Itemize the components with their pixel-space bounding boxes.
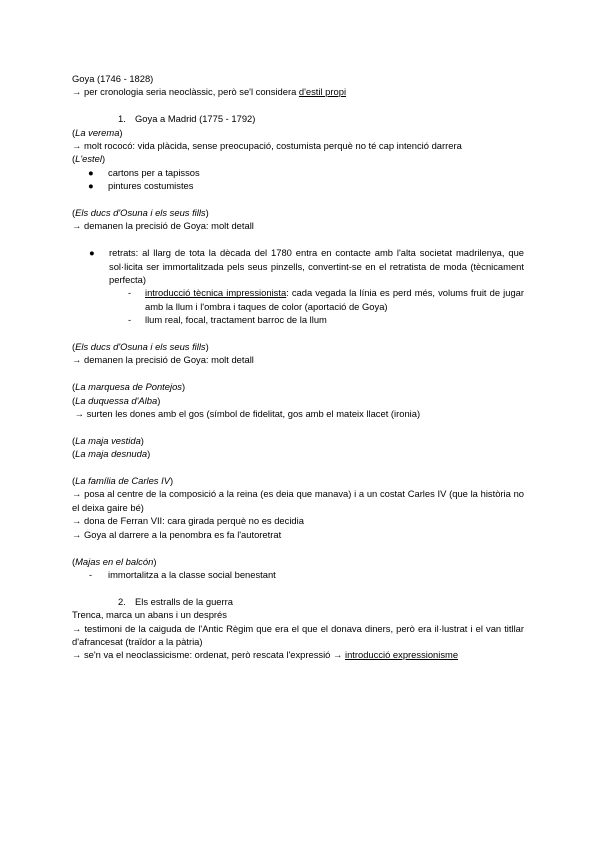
majas-title: (Majas en el balcón) <box>72 555 157 567</box>
bullet-icon: ● <box>88 166 94 178</box>
retrats-bullet: ● retrats: al llarg de tota la dècada del 1780 entra en contacte amb l'alta societat madrilenya, que sol·licita ser immortalitzada pels seus pinzells, convertint-se en el retratista de moda (tècnicament perfecta) <box>89 247 524 286</box>
maja-vestida-title: (La maja vestida) <box>72 434 144 446</box>
majas-item: - immortalitza a la classe social benestant <box>89 568 276 580</box>
dash-icon: - <box>128 314 132 326</box>
verema-desc: → molt rococó: vida plàcida, sense preocupació, costumista perquè no té cap intenció darrera <box>72 140 462 152</box>
retrats-sub-item: - introducció tècnica impressionista: cada vegada la línia es perd més, volums fruit de jugar amb la llum i l'ombra i taques de color (aportació de Goya) <box>128 287 524 312</box>
section2-heading: 2. Els estralls de la guerra <box>118 595 233 607</box>
ducs2-desc: → demanen la precisió de Goya: molt detall <box>72 354 254 366</box>
section2-line3: → se'n va el neoclassicisme: ordenat, però rescata l'expressió → introducció expressionisme <box>72 649 459 661</box>
bullet-item: ● cartons per a tapissos <box>88 166 200 178</box>
maja-desnuda-title: (La maja desnuda) <box>72 448 151 460</box>
ducs2-title: (Els ducs d'Osuna i els seus fills) <box>72 341 209 353</box>
impressionista-underlined: introducció tècnica impressionista <box>145 287 287 299</box>
section2-line2: → testimoni de la caiguda de l'Antic Règim que era el que el donava diners, però era il·lustrat i el van titllar d'afrancesat (traïdor a la pàtria) <box>72 622 524 647</box>
ferran-line: → dona de Ferran VII: cara girada perquè no es decidia <box>72 515 304 527</box>
verema-title: (La verema) <box>72 126 123 138</box>
alba-desc: → surten les dones amb el gos (símbol de fidelitat, gos amb el mateix llacet (ironia) <box>72 408 421 420</box>
section1-heading: 1. Goya a Madrid (1775 - 1792) <box>118 113 256 125</box>
document-title: Goya (1746 - 1828) <box>72 73 154 84</box>
bullet-icon: ● <box>88 180 94 192</box>
estel-title: (L'estel) <box>72 153 106 165</box>
expressionisme-underlined: introducció expressionisme <box>344 649 459 661</box>
bullet-icon: ● <box>89 247 95 259</box>
ducs1-desc: → demanen la precisió de Goya: molt detall <box>72 220 254 232</box>
autoretrat-line: → Goya al darrere a la penombra es fa l'autoretrat <box>72 528 282 540</box>
familia-title: (La família de Carles IV) <box>72 475 174 487</box>
ducs1-title: (Els ducs d'Osuna i els seus fills) <box>72 207 209 219</box>
alba-title: (La duquessa d'Alba) <box>72 394 161 406</box>
dash-icon: - <box>89 568 93 580</box>
section2-line1: Trenca, marca un abans i un després <box>72 609 227 621</box>
familia-desc: → posa al centre de la composició a la reina (es deia que manava) i a un costat Carles IV (que la història no el deixa gaire bé) <box>72 488 524 513</box>
dash-icon: - <box>128 287 132 299</box>
pontejos-title: (La marquesa de Pontejos) <box>72 381 186 393</box>
intro-line: → per cronologia seria neoclàssic, però se'l considera d'estil propi <box>72 86 347 98</box>
bullet-item: ● pintures costumistes <box>88 180 194 192</box>
retrats-sub-item: - llum real, focal, tractament barroc de la llum <box>128 314 327 326</box>
estil-propi-underlined: d'estil propi <box>298 86 347 98</box>
